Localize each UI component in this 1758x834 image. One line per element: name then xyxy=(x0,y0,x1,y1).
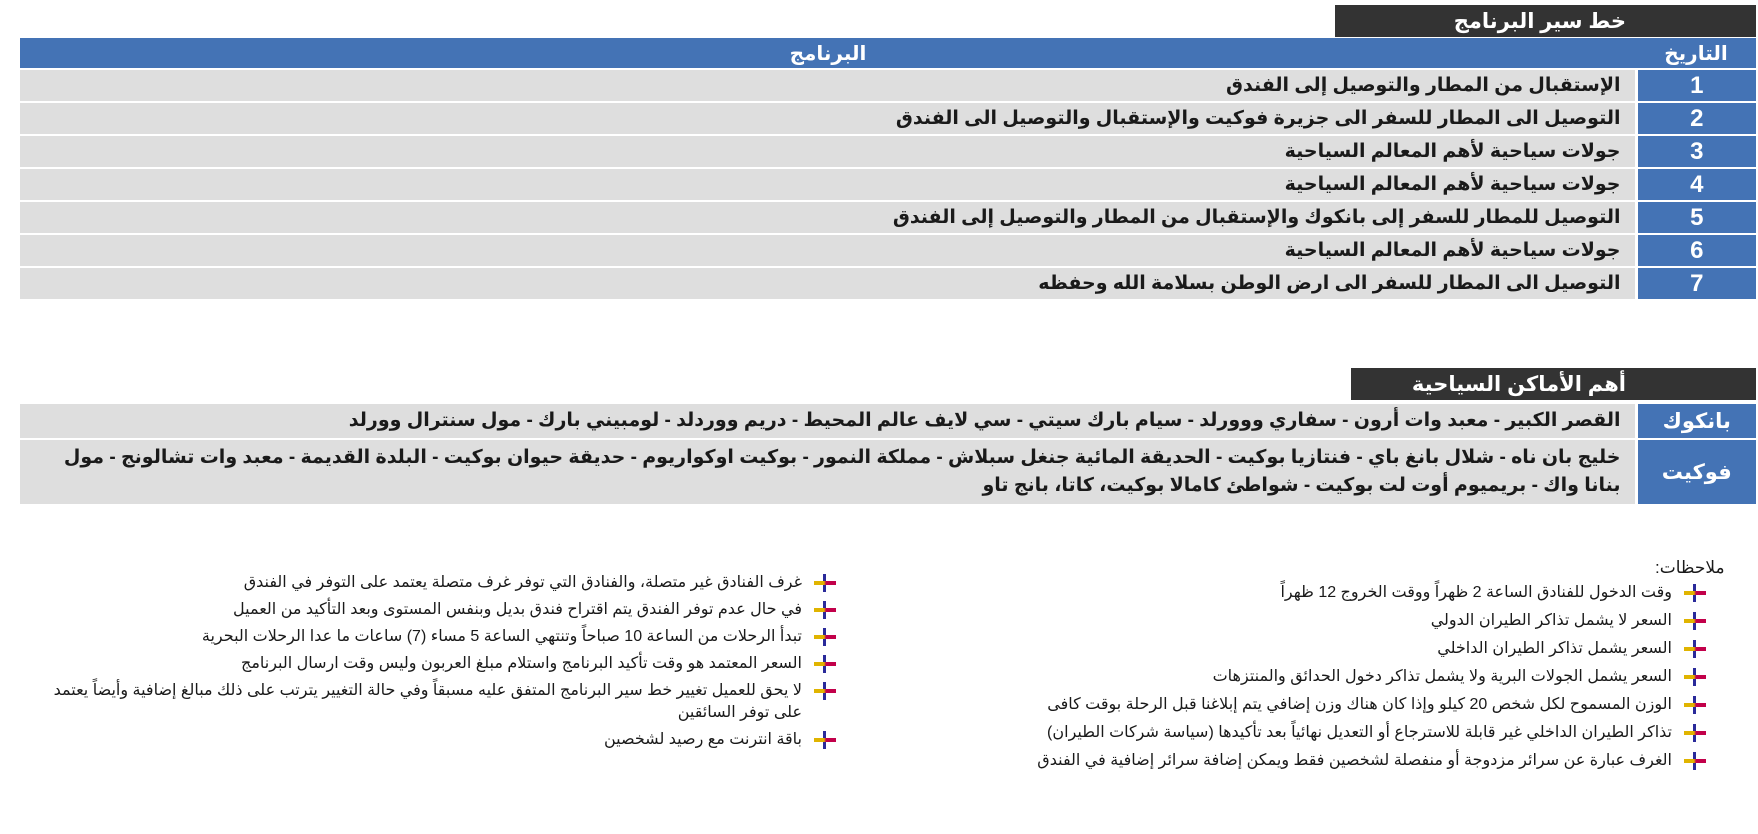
note-text: السعر يشمل تذاكر الطيران الداخلي xyxy=(1437,640,1672,657)
day-number: 6 xyxy=(1636,234,1756,267)
bullet-icon xyxy=(814,601,836,619)
day-number: 7 xyxy=(1636,267,1756,299)
itinerary-row xyxy=(20,168,1756,201)
city-places: خليج بان ناه - شلال بانغ باي - فنتازيا بوكيت - الحديقة المائية جنغل سبلاش - مملكة النمور - بوكيت اوكواريوم - حديقة حيوان بوكيت - البلدة القديمة - معبد وات تشالونج - مول بنانا واك - بريميوم أوت لت بوكيت - شواطئ كامالا بوكيت، كاتا، بانج تاو xyxy=(20,439,1636,504)
itinerary-row xyxy=(20,234,1756,267)
day-number: 2 xyxy=(1636,102,1756,135)
day-number: 4 xyxy=(1636,168,1756,201)
note-text: تبدأ الرحلات من الساعة 10 صباحاً وتنتهي الساعة 5 مساء (7) ساعات ما عدا الرحلات البحرية xyxy=(201,628,802,645)
bullet-icon xyxy=(1684,752,1706,770)
note-text: السعر لا يشمل تذاكر الطيران الدولي xyxy=(1430,612,1672,629)
note-text: السعر المعتمد هو وقت تأكيد البرنامج واستلام مبلغ العربون وليس وقت ارسال البرنامج xyxy=(240,655,802,672)
itinerary-row xyxy=(20,69,1756,102)
note-item xyxy=(30,572,840,594)
places-row xyxy=(20,403,1756,439)
bullet-icon xyxy=(814,574,836,592)
note-item xyxy=(30,653,840,675)
day-number: 3 xyxy=(1636,135,1756,168)
notes-list-left xyxy=(30,572,840,756)
city-places: القصر الكبير - معبد وات أرون - سفاري ووورلد - سيام بارك سيتي - سي لايف عالم المحيط - دريم ووردلد - لومبيني بارك - مول سنترال وورلد xyxy=(20,403,1636,439)
note-item xyxy=(30,680,840,724)
day-program: جولات سياحية لأهم المعالم السياحية xyxy=(20,168,1636,201)
bullet-icon xyxy=(1684,640,1706,658)
date-header: التاريخ xyxy=(1636,38,1756,69)
itinerary-title: خط سير البرنامج xyxy=(1335,5,1756,37)
notes-list-right xyxy=(880,582,1710,778)
bullet-icon xyxy=(814,655,836,673)
note-text: غرف الفنادق غير متصلة، والفنادق التي توفر غرف متصلة يعتمد على التوفر في الفندق xyxy=(243,574,802,591)
note-item xyxy=(880,638,1710,660)
bullet-icon xyxy=(1684,612,1706,630)
notes-label: ملاحظات: xyxy=(1655,558,1725,577)
note-text: الغرف عبارة عن سرائر مزدوجة أو منفصلة لشخصين فقط ويمكن إضافة سرائر إضافية في الفندق xyxy=(1037,752,1672,769)
note-text: في حال عدم توفر الفندق يتم اقتراح فندق بديل وبنفس المستوى وبعد التأكيد من العميل xyxy=(233,601,802,618)
day-program: جولات سياحية لأهم المعالم السياحية xyxy=(20,234,1636,267)
bullet-icon xyxy=(1684,584,1706,602)
day-program: جولات سياحية لأهم المعالم السياحية xyxy=(20,135,1636,168)
places-row xyxy=(20,439,1756,504)
note-item xyxy=(880,750,1710,772)
note-item xyxy=(30,599,840,621)
places-table xyxy=(20,402,1756,504)
note-item xyxy=(880,666,1710,688)
places-title: أهم الأماكن السياحية xyxy=(1351,368,1756,400)
day-number: 5 xyxy=(1636,201,1756,234)
note-text: باقة انترنت مع رصيد لشخصين xyxy=(603,731,802,748)
itinerary-row xyxy=(20,135,1756,168)
day-program: التوصيل الى المطار للسفر الى جزيرة فوكيت والإستقبال والتوصيل الى الفندق xyxy=(20,102,1636,135)
note-text: وقت الدخول للفنادق الساعة 2 ظهراً ووقت الخروج 12 ظهراً xyxy=(1280,584,1672,601)
itinerary-header-row xyxy=(20,38,1756,69)
city-name: فوكيت xyxy=(1636,439,1756,504)
note-item xyxy=(880,610,1710,632)
day-number: 1 xyxy=(1636,69,1756,102)
note-item xyxy=(30,626,840,648)
city-name: بانكوك xyxy=(1636,403,1756,439)
note-text: الوزن المسموح لكل شخص 20 كيلو وإذا كان هناك وزن إضافي يتم إبلاغنا قبل الرحلة بوقت كافى xyxy=(1047,696,1672,713)
day-program: التوصيل الى المطار للسفر الى ارض الوطن بسلامة الله وحفظه xyxy=(20,267,1636,299)
bullet-icon xyxy=(814,682,836,700)
itinerary-row xyxy=(20,102,1756,135)
note-text: تذاكر الطيران الداخلي غير قابلة للاسترجاع أو التعديل نهائياً بعد تأكيدها (سياسة شركات الطيران) xyxy=(1047,724,1672,741)
bullet-icon xyxy=(814,628,836,646)
note-text: السعر يشمل الجولات البرية ولا يشمل تذاكر دخول الحدائق والمنتزهات xyxy=(1212,668,1672,685)
itinerary-row xyxy=(20,267,1756,299)
note-item xyxy=(880,582,1710,604)
bullet-icon xyxy=(1684,724,1706,742)
itinerary-table xyxy=(20,38,1756,299)
bullet-icon xyxy=(814,731,836,749)
note-text: لا يحق للعميل تغيير خط سير البرنامج المتفق عليه مسبقاً وفي حالة التغيير يترتب على ذلك مبالغ إضافية وأيضاً يعتمد على توفر السائقين xyxy=(53,682,802,721)
day-program: الإستقبال من المطار والتوصيل إلى الفندق xyxy=(20,69,1636,102)
program-header: البرنامج xyxy=(20,38,1636,69)
day-program: التوصيل للمطار للسفر إلى بانكوك والإستقبال من المطار والتوصيل إلى الفندق xyxy=(20,201,1636,234)
bullet-icon xyxy=(1684,696,1706,714)
note-item xyxy=(30,729,840,751)
note-item xyxy=(880,722,1710,744)
note-item xyxy=(880,694,1710,716)
itinerary-row xyxy=(20,201,1756,234)
bullet-icon xyxy=(1684,668,1706,686)
